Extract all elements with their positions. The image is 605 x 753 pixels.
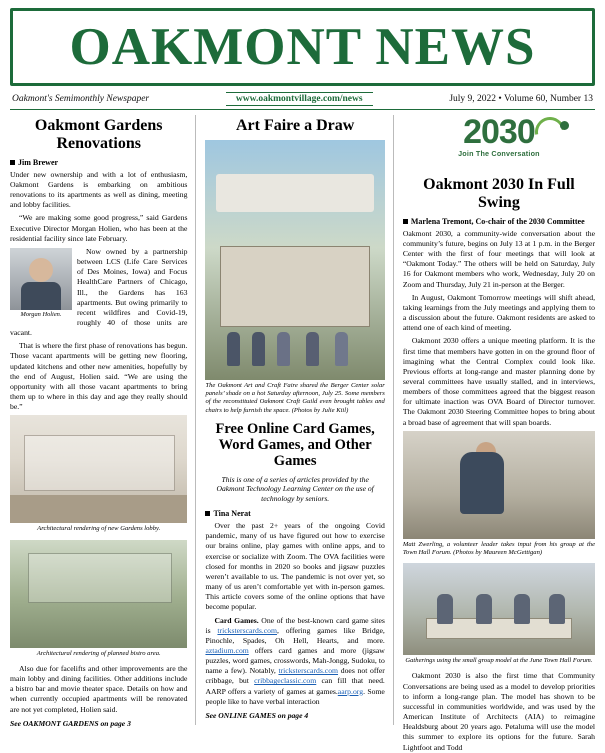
text-run: , offering games like Bridge, Pinochle, Spades, Oh Hell, Hearts, and more.: [205, 625, 385, 645]
masthead-infobar: [10, 90, 595, 110]
oakmont-2030-logo: [403, 115, 595, 173]
photo-caption: The Oakmont Art and Craft Faire shared the Berger Center solar panels’ shade on a hot Saturday afternoon, July 25. Some members of the reconstituted Oakmont Craft Guild even brought tables and chairs to help furnish the space. (Photos by Julie Kiil): [205, 381, 385, 414]
text-run: . Some people like to have verbal interaction: [205, 686, 385, 706]
link-tricksterscards-2[interactable]: tricksterscards.com: [278, 666, 339, 676]
article-headline-2030: Oakmont 2030 In Full Swing: [423, 176, 575, 211]
paragraph: Oakmont 2030, a community-wide conversation about the community’s future, begins on July 13 at 1 p.m. in the Berger Center with the first of four meetings that will look at “Oakmont Today.” The others will be held on Saturday, July 16 for Oakmont members who work, Wednesday, July 20 on Zoom and Thursday, July 21 in-person at the Berger.: [402, 228, 595, 289]
photo-gardens-lobby: [10, 415, 187, 523]
column-three: [402, 113, 595, 752]
bullet-icon: [10, 160, 15, 165]
photo-caption: Architectural rendering of new Gardens lobby.: [37, 525, 161, 533]
photo-town-hall-forum: [403, 431, 595, 539]
link-aarp[interactable]: aarp.org: [337, 686, 364, 696]
column-two: [205, 115, 393, 725]
logo-number: 2030: [463, 113, 535, 151]
text-run: does not offer cribbage, but: [205, 666, 385, 686]
card-games-lead: Card Games.: [214, 615, 259, 625]
tagline: Oakmont's Semimonthly Newspaper: [12, 94, 150, 104]
byline-text: Jim Brewer: [18, 157, 59, 167]
article-headline-gardens: Oakmont Gardens Renovations: [34, 117, 163, 152]
paragraph: Over the past 2+ years of the ongoing Covid pandemic, many of us have figured out how to exercise our brains online, play games with online apps, and to exercise or socialize with Zoom. The OVA facilities were closed for months in 2020 so books and jigsaw puzzles weren’t available to us. The pandemic is not over yet, so many of us aren’t comfortable yet with in-person games. This article covers some of the online options that have become popular.: [205, 521, 385, 612]
jump-line-online-games[interactable]: See ONLINE GAMES on page 4: [205, 710, 309, 720]
link-tricksterscards[interactable]: tricksterscards.com: [217, 625, 277, 635]
dot-icon: [560, 121, 569, 130]
paragraph: “We are making some good progress,” said Gardens Executive Director Morgan Holien, who has been at the residential facility since late February.: [10, 213, 188, 243]
portrait-morgan-holien: [10, 248, 72, 318]
article-headline-online-games: Free Online Card Games, Word Games, and Other Games: [215, 420, 375, 470]
article-headline-art-faire: Art Faire a Draw: [235, 117, 355, 134]
paragraph: Now owned by a partnership between LCS (Life Care Services of Des Moines, Iowa) and Focus HealthCare Partners of Chicago, Ill., the Gardens has 163 apartments. But owing primarily to recent wildfires and Covid-19, roughly 40 of those units are vacant.: [10, 246, 188, 338]
link-aztadium[interactable]: aztadium.com: [205, 646, 249, 655]
paragraph-card-games: [205, 616, 384, 707]
photo-caption: Gatherings using the small group model at the June Town Hall Forum.: [405, 657, 593, 665]
column-one: [10, 115, 196, 728]
paragraph: Under new ownership and with a lot of enthusiasm, Oakmont Gardens is embarking on ambitious renovations to its apartments as well as dining, meeting and lobby facilities.: [10, 169, 188, 210]
photo-caption: Architectural rendering of planned bistro area.: [36, 649, 161, 657]
photo-art-faire: [205, 140, 384, 380]
paragraph: That is where the first phase of renovations has begun. Those vacant apartments will be getting new flooring, updated kitchens and other new amenities, hopefully by the end of August, Holien said. “We are using the opportunity with all those vacant apartments to bring them up to where in this day and age they really should be.”: [10, 341, 188, 412]
paragraph: Oakmont 2030 is also the first time that Community Conversations are being used as a model to develop priorities to inform a long-range plan. The model has shown to be successful in communities worldwide, and was used by the American Institute of Architects (AIA) to reimagine Healdsburg about 20 years ago. Petaluma will use the model this summer to explore its options for the future. Sarah Lightfoot and Todd: [402, 671, 595, 752]
byline-2030: [403, 217, 595, 226]
paragraph: Also due for facelifts and other improvements are the main lobby and dining facilities. Other additions include a bistro bar and movie theater space. Details on how and when currently occupied apartments will be renovated are not yet completed, Holien said.: [10, 663, 188, 714]
byline-text: Tina Nerat: [213, 509, 251, 519]
website-url[interactable]: www.oakmontvillage.com/news: [226, 92, 373, 106]
text-run: offers card games and more (jigsaw puzzles, word games, crosswords, Mah-Jongg, Sudoku, to name a few). Notably,: [205, 646, 385, 676]
text-run: One of the best-known card game sites is: [205, 615, 385, 635]
jump-line-gardens[interactable]: See OAKMONT GARDENS on page 3: [10, 718, 131, 728]
paragraph: Oakmont 2030 offers a unique meeting platform. It is the first time that members have gotten in on the ground floor of imagining what the Central Complex could look like. Previous efforts at long-range and master planning done by several committees have usually stalled, and in interviews, members of those committees agreed that the biggest reason for ultimate inaction was OVA Board of Director turnover. The Oakmont 2030 Steering Committee hopes to bring about a broad base of agreement that will span boards.: [402, 336, 595, 427]
article-deck: This is one of a series of articles provided by the Oakmont Technology Learning Center on the use of technology by seniors.: [216, 474, 374, 504]
bullet-icon: [403, 219, 408, 224]
text-run: can fill that need. AARP offers a variety of games at games.: [205, 676, 385, 696]
byline-gardens: [10, 158, 187, 167]
newspaper-title: OAKMONT NEWS: [69, 17, 536, 76]
portrait-caption: Morgan Holien.: [20, 310, 62, 318]
bullet-icon: [205, 511, 210, 516]
byline-online-games: [205, 509, 384, 518]
masthead: [10, 8, 595, 86]
issue-info: July 9, 2022 • Volume 60, Number 13: [449, 94, 593, 104]
photo-caption: Matt Zwerling, a volunteer leader takes input from his group at the Town Hall Forum. (Photos by Maureen McGettigan): [402, 540, 595, 557]
photo-small-group-model: [403, 563, 595, 655]
photo-planned-bistro: [10, 540, 187, 648]
byline-text: Marlena Tremont, Co-chair of the 2030 Committee: [410, 216, 585, 226]
article-columns: [10, 113, 595, 752]
link-cribbageclassic[interactable]: cribbageclassic.com: [254, 676, 317, 686]
logo-tagline: Join The Conversation: [458, 149, 540, 158]
paragraph: In August, Oakmont Tomorrow meetings will shift ahead, taking learnings from the July meetings and applying them to a discussion about the future. Oakmont residents are asked to attend one of each kind of meeting.: [402, 292, 595, 333]
